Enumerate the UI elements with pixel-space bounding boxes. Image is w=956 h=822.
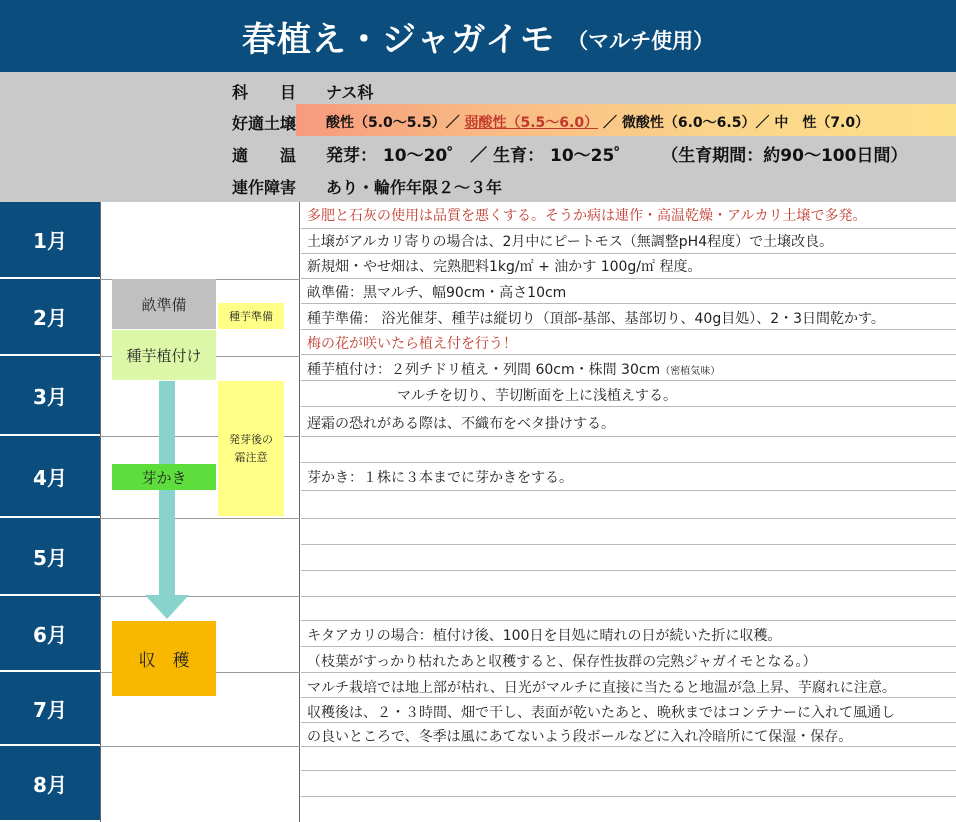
note-thinning: 芽かき：１株に３本までに芽かきをする。	[307, 470, 573, 486]
rotation-label: 連作障害	[231, 178, 296, 197]
note-rule	[301, 490, 956, 491]
month-6: 6月	[0, 596, 100, 672]
note-mulch-cut: マルチを切り、芋切断面を上に浅植えする。	[397, 388, 677, 404]
note-rule	[301, 570, 956, 571]
month-3: 3月	[0, 356, 100, 436]
note-rule	[301, 253, 956, 254]
growth-arrow-head	[145, 595, 189, 619]
family-label: 科 目	[231, 83, 296, 102]
note-harvest-timing: キタアカリの場合：植付け後、100日を目処に晴れの日が続いた折に収穫。	[307, 628, 782, 644]
frost-line-2: 霜注意	[234, 450, 268, 464]
note-rule	[301, 672, 956, 673]
note-rule	[301, 796, 956, 797]
note-plum-blossom: 梅の花が咲いたら植え付を行う！	[307, 336, 517, 352]
note-rule	[301, 518, 956, 519]
note-seed-prep: 種芋準備： 浴光催芽、種芋は縦切り（頂部-基部、基部切り、40g目処）、2・3日間乾かす。	[307, 311, 885, 327]
note-rule	[301, 303, 956, 304]
note-harvest-storage: （枝葉がすっかり枯れたあと収穫すると、保存性抜群の完熟ジャガイモとなる。）	[307, 654, 817, 670]
temp-value-row	[326, 141, 907, 166]
temp-value: 発芽： 10〜20゜ ／ 生育： 10〜25゜	[326, 146, 632, 166]
note-rule	[301, 746, 956, 747]
note-rule	[301, 544, 956, 545]
task-bed-prep: 畝準備	[112, 279, 216, 329]
note-rule	[301, 278, 956, 279]
month-1: 1月	[0, 202, 100, 279]
note-rule	[301, 329, 956, 330]
soil-value	[326, 112, 869, 132]
note-rule	[301, 406, 956, 407]
note-soil-improve: 土壌がアルカリ寄りの場合は、2月中にピートモス（無調整pH4程度）で土壌改良。	[307, 234, 834, 250]
page-title: 春植え・ジャガイモ	[241, 19, 556, 60]
note-post-harvest-1: 収穫後は、２・３時間、畑で干し、表面が乾いたあと、晩秋まではコンテナーに入れて風通し	[307, 705, 895, 721]
note-fertilizer-amount: 新規畑・やせ畑は、完熟肥料1kg/㎡ + 油かす 100g/㎡ 程度。	[307, 259, 702, 275]
note-rule	[301, 770, 956, 771]
page-subtitle: （マルチ使用）	[567, 29, 715, 53]
note-rule	[301, 596, 956, 597]
note-rule	[301, 620, 956, 621]
note-rule	[301, 697, 956, 698]
note-planting	[307, 359, 720, 379]
temp-label: 適 温	[231, 146, 296, 165]
page-header	[0, 0, 956, 72]
note-rule	[301, 462, 956, 463]
soil-rest: ／ 微酸性（6.0〜6.5）／ 中 性（7.0）	[602, 115, 870, 131]
note-rule	[301, 722, 956, 723]
note-rule	[301, 380, 956, 381]
month-2: 2月	[0, 279, 100, 356]
note-rule	[301, 646, 956, 647]
note-mulch-caution: マルチ栽培では地上部が枯れ、日光がマルチに直接に当たると地温が急上昇、芋腐れに注意。	[307, 680, 896, 696]
note-rule	[301, 436, 956, 437]
month-4: 4月	[0, 436, 100, 518]
note-warning-fertilizer: 多肥と石灰の使用は品質を悪くする。そうか病は連作・高温乾燥・アルカリ土壌で多発。	[307, 208, 867, 224]
month-divider	[100, 596, 300, 597]
task-planting: 種芋植付け	[112, 330, 216, 380]
month-8: 8月	[0, 746, 100, 822]
note-planting-small: （密植気味）	[660, 366, 721, 377]
task-harvest: 収 穫	[112, 621, 216, 696]
month-7: 7月	[0, 672, 100, 746]
rotation-value: あり・輪作年限２〜３年	[326, 178, 503, 197]
soil-label: 好適土壌	[231, 114, 296, 133]
temp-period: （生育期間：約90〜100日間）	[661, 146, 908, 166]
family-value: ナス科	[326, 83, 374, 102]
soil-weak-acid: 弱酸性（5.5〜6.0）	[464, 115, 599, 131]
note-rule	[301, 228, 956, 229]
note-rule	[301, 354, 956, 355]
task-thinning: 芽かき	[112, 464, 216, 490]
month-5: 5月	[0, 518, 100, 596]
frost-line-1: 発芽後の	[229, 432, 273, 446]
task-seed-prep: 種芋準備	[218, 303, 284, 329]
note-frost: 遅霜の恐れがある際は、不織布をベタ掛けする。	[307, 416, 615, 432]
soil-acid: 酸性（5.0〜5.5）／	[326, 115, 460, 131]
month-divider	[100, 518, 300, 519]
task-frost-caution	[218, 381, 284, 516]
note-planting-text: 種芋植付け：２列チドリ植え・列間 60cm・株間 30cm	[307, 362, 661, 378]
note-post-harvest-2: の良いところで、冬季は風にあてないよう段ボールなどに入れ冷暗所にて保湿・保存。	[307, 729, 853, 745]
month-divider	[100, 746, 300, 747]
note-bed-prep: 畝準備：黒マルチ、幅90cm・高さ10cm	[307, 285, 567, 301]
